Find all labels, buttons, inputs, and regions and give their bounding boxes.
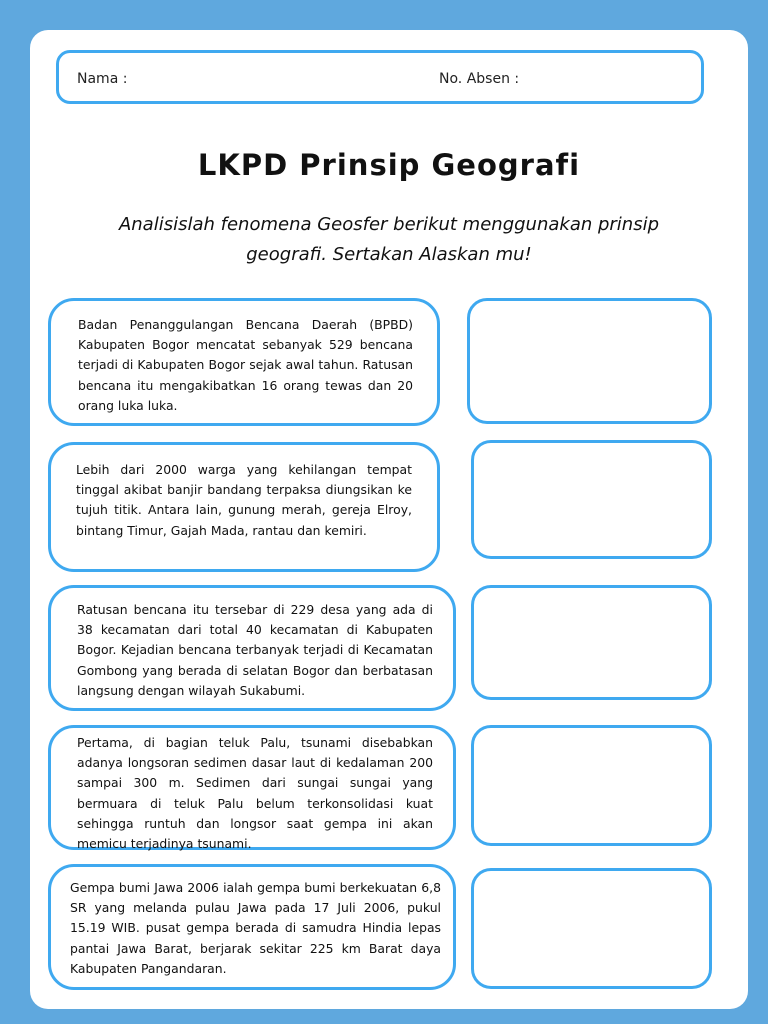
question-box-1	[48, 298, 440, 426]
question-box-4	[48, 725, 456, 850]
answer-box-5[interactable]	[471, 868, 712, 989]
name-label: Nama :	[77, 71, 128, 87]
worksheet	[30, 30, 748, 1009]
question-box-5	[48, 864, 456, 990]
answer-box-4[interactable]	[471, 725, 712, 846]
page-title: LKPD Prinsip Geografi	[197, 148, 581, 182]
question-text-4: Pertama, di bagian teluk Palu, tsunami disebabkan adanya longsoran sedimen dasar laut di kedalaman 200 sampai 300 m. Sedimen dari sungai sungai yang bermuara di teluk Palu belum terkonsolidasi kuat sehingga runtuh dan longsor saat gempa ini akan memicu terjadinya tsunami.	[77, 735, 433, 852]
student-info-box	[56, 50, 704, 104]
answer-box-1[interactable]	[467, 298, 712, 424]
absen-label: No. Absen :	[439, 71, 520, 87]
answer-box-3[interactable]	[471, 585, 712, 700]
question-box-3	[48, 585, 456, 711]
instructions: Analisislah fenomena Geosfer berikut menggunakan prinsip geografi. Sertakan Alaskan mu!	[118, 214, 660, 265]
question-text-3: Ratusan bencana itu tersebar di 229 desa yang ada di 38 kecamatan dari total 40 kecamatan di Kabupaten Bogor. Kejadian bencana terbanyak terjadi di Kecamatan Gombong yang berada di selatan Bogor dan berbatasan langsung dengan wilayah Sukabumi.	[77, 602, 433, 698]
question-text-1: Badan Penanggulangan Bencana Daerah (BPBD) Kabupaten Bogor mencatat sebanyak 529 bencana terjadi di Kabupaten Bogor sejak awal tahun. Ratusan bencana itu mengakibatkan 16 orang tewas dan 20 orang luka luka.	[78, 317, 413, 413]
question-box-2	[48, 442, 440, 572]
answer-box-2[interactable]	[471, 440, 712, 559]
question-text-5: Gempa bumi Jawa 2006 ialah gempa bumi berkekuatan 6,8 SR yang melanda pulau Jawa pada 17 Juli 2006, pukul 15.19 WIB. pusat gempa berada di samudra Hindia lepas pantai Jawa Barat, berjarak sekitar 225 km Barat daya Kabupaten Pangandaran.	[70, 880, 441, 976]
question-text-2: Lebih dari 2000 warga yang kehilangan tempat tinggal akibat banjir bandang terpaksa diungsikan ke tujuh titik. Antara lain, gunung merah, gereja Elroy, bintang Timur, Gajah Mada, rantau dan kemiri.	[76, 462, 412, 538]
